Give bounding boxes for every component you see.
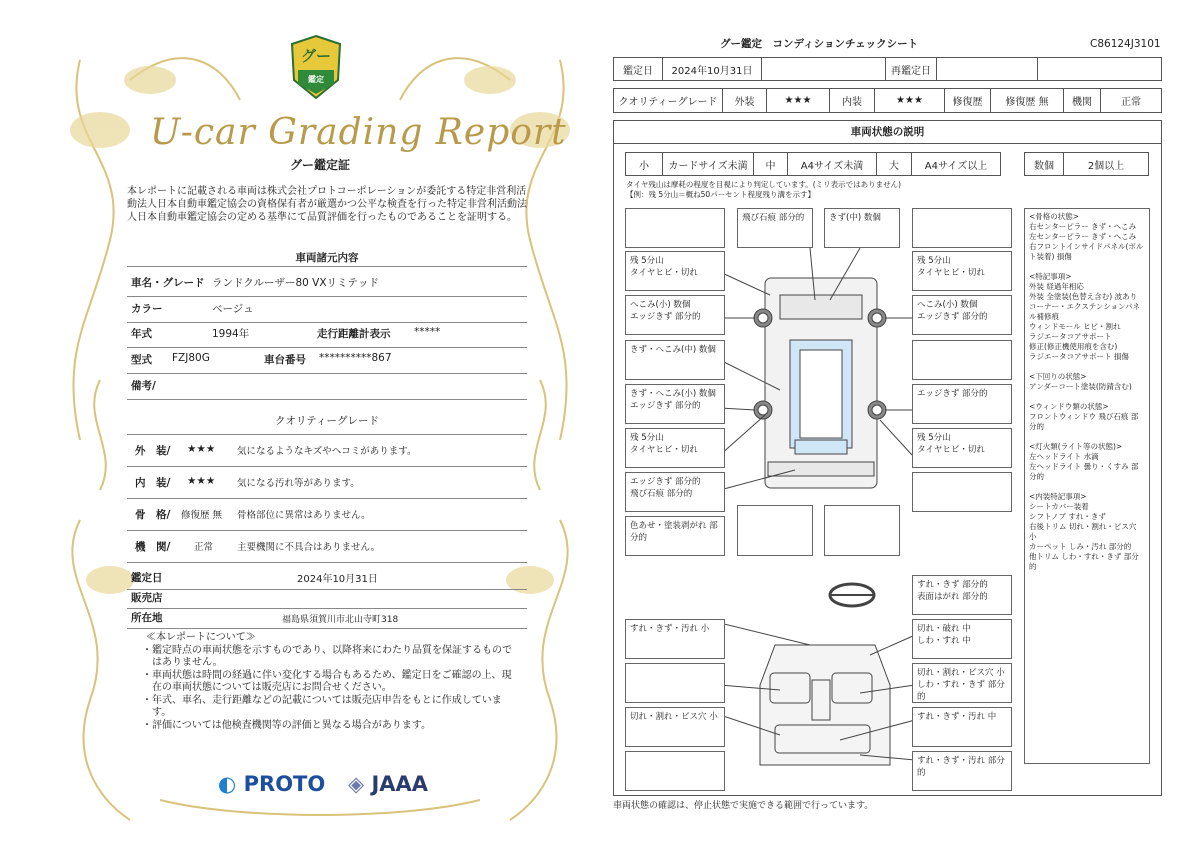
ext-label: 外 装/	[135, 445, 171, 457]
svg-text:グー: グー	[300, 47, 332, 65]
repair-value: 修復歴 無	[990, 88, 1064, 113]
note-item: ・車両状態は時間の経過に伴い変化する場合もあるため、鑑定日をご確認の上、現在の車両状態については販売店にお問合せください。	[142, 669, 512, 693]
interior-box-r1: 切れ・破れ 中 しわ・すれ 中	[912, 619, 1012, 659]
size-large-desc: A4サイズ以上	[911, 152, 1001, 176]
note-item: ・鑑定時点の車両状態を示すものであり、以降将来にわたり品質を保証するものではありません。	[142, 644, 512, 668]
damage-box	[912, 340, 1012, 380]
redate-label: 再鑑定日	[885, 57, 937, 81]
interior-box-wheel: すれ・きず 部分的 表面はがれ 部分的	[912, 575, 1012, 615]
damage-box-l1: 残 5分山 タイヤヒビ・切れ	[625, 251, 725, 291]
notes-title: ≪本レポートについて≫	[146, 632, 256, 643]
interior-box-r3: すれ・きず・汚れ 中	[912, 707, 1012, 747]
row-date	[127, 570, 527, 590]
damage-box-b1: 色あせ・塗装剥がれ 部分的	[625, 516, 725, 556]
repair-label: 修復歴	[944, 88, 991, 113]
damage-box-top2: きず(中) 数個	[824, 208, 900, 248]
row-address	[127, 610, 527, 629]
car-interior-diagram	[720, 575, 920, 795]
year-label: 年式	[131, 328, 152, 340]
damage-box-r2: へこみ(小) 数個 エッジきず 部分的	[912, 295, 1012, 335]
size-mid: 中	[753, 152, 788, 176]
frame-text: 骨格部位に異常はありません。	[237, 510, 371, 521]
ext-label: 外装	[722, 88, 767, 113]
frame-value: 修復歴 無	[181, 510, 223, 521]
damage-box-l6: エッジきず 部分的 飛び石痕 部分的	[625, 472, 725, 512]
row-remarks	[127, 378, 527, 400]
notes	[140, 632, 520, 732]
condition-notes: <骨格の状態> 右センターピラー きず・へこみ 左センターピラー きず・へこみ 右フロントインサイドパネル(ボルト装着) 損傷 <特記事項> 外装 経過年相応 外装 全塗装(色替え含む) 波あり コーナー・エクステンションパネル補修痕 ウィンドモール ヒビ・割れ ラジエータコアサポート 修正(修正機使用痕を含む) ラジエータコアサポート 損傷 <下回りの状態> アンダーコート塗装(防錆含む) <ウィンドウ類の状態> フロントウィンドウ 飛び石痕 部分的 <灯火類(ライト等の状態)> 左ヘッドライト 水滴 左ヘッドライト 曇り・くすみ 部分的 <内装特記事項> シートカバー装着 シフトノブ すれ・きず 右後トリム 切れ・割れ・ビス穴 小 カーペット しみ・汚れ 部分的 他トリム しわ・すれ・きず 部分的	[1024, 208, 1150, 764]
date-label: 鑑定日	[131, 572, 163, 584]
engine-label: 機関	[1063, 88, 1101, 113]
interior-box	[625, 751, 725, 791]
redate-empty	[1037, 57, 1162, 81]
damage-box-top1: 飛び石痕 部分的	[737, 208, 813, 248]
address-label: 所在地	[131, 612, 163, 624]
jaaa-logo: ◈ JAAA	[348, 772, 429, 796]
cert-title: グー鑑定証	[289, 158, 350, 172]
note-item: ・年式、車名、走行距離などの記載については販売店申告をもとに作成しています。	[142, 694, 502, 718]
row-frame	[127, 507, 527, 531]
grading-report-page	[40, 20, 600, 830]
damage-box	[824, 505, 900, 556]
row-interior	[127, 475, 527, 499]
damage-box	[912, 472, 1012, 512]
mileage-label: 走行距離計表示	[317, 328, 391, 340]
row-color	[127, 301, 527, 323]
chassis-label: 車台番号	[264, 354, 306, 366]
date-value: 2024年10月31日	[297, 574, 378, 585]
goo-badge-icon	[288, 34, 344, 100]
year-value: 1994年	[212, 328, 250, 340]
int-stars: ★★★	[874, 88, 945, 113]
interior-box-r4: すれ・きず・汚れ 部分的	[912, 751, 1012, 791]
proto-logo: ◐ PROTO	[218, 772, 326, 796]
interior-box-l1: すれ・きず・汚れ 小	[625, 619, 725, 659]
cert-text: 本レポートに記載される車両は株式会社プロトコーポレーションが委託する特定非営利活動法人日本自動車鑑定協会の資格保有者が厳選かつ公平な検査を行った特定非営利活動法人日本自動車鑑定協会の定める基準にて品質評価を行ったものであることを証明する。	[127, 186, 527, 223]
size-mid-desc: A4サイズ未満	[787, 152, 877, 176]
int-text: 気になる汚れ等があります。	[237, 478, 360, 489]
color-label: カラー	[131, 303, 163, 315]
int-label: 内装	[829, 88, 875, 113]
engine-value: 正常	[194, 542, 214, 553]
engine-value: 正常	[1100, 88, 1162, 113]
damage-box	[737, 505, 813, 556]
quality-title: クオリティーグレード	[275, 415, 379, 427]
damage-box-l2: へこみ(小) 数個 エッジきず 部分的	[625, 295, 725, 335]
engine-text: 主要機関に不具合はありません。	[237, 542, 381, 553]
quality-label: クオリティーグレード	[613, 88, 723, 113]
damage-box-l3: きず・へこみ(中) 数個	[625, 340, 725, 380]
dealer-label: 販売店	[131, 592, 163, 604]
size-small-desc: カードサイズ未満	[662, 152, 754, 176]
remarks-label: 備考/	[131, 380, 156, 392]
date-empty	[761, 57, 886, 81]
ext-stars: ★★★	[766, 88, 830, 113]
size-large: 大	[876, 152, 912, 176]
model-label: 型式	[131, 354, 152, 366]
damage-box-l5: 残 5分山 タイヤヒビ・切れ	[625, 428, 725, 468]
logos	[218, 772, 458, 802]
footer-note: 車両状態の確認は、停止状態で実施できる範囲で行っています。	[613, 801, 874, 811]
name-value: ランドクルーザー80 VXリミテッド	[212, 277, 380, 289]
name-label: 車名・グレード	[131, 277, 205, 289]
row-exterior	[127, 443, 527, 467]
color-value: ベージュ	[212, 303, 254, 315]
address-value: 福島県須賀川市北山寺町318	[282, 615, 399, 625]
date-label: 鑑定日	[613, 57, 663, 81]
interior-box	[625, 663, 725, 703]
chassis-value: **********867	[319, 352, 392, 364]
row-model	[127, 352, 527, 374]
date-value: 2024年10月31日	[662, 57, 762, 81]
damage-box-r4: エッジきず 部分的	[912, 384, 1012, 424]
row-name	[127, 275, 527, 297]
row-dealer	[127, 590, 527, 609]
count-label: 数個	[1024, 152, 1064, 176]
mileage-value: *****	[414, 326, 441, 338]
redate-value	[936, 57, 1038, 81]
count-desc: 2個以上	[1063, 152, 1149, 176]
sheet-title: グー鑑定 コンディションチェックシート	[720, 38, 919, 50]
condition-title: 車両状態の説明	[613, 120, 1162, 144]
damage-box	[912, 208, 1012, 248]
model-value: FZJ80G	[172, 352, 210, 364]
svg-text:鑑定: 鑑定	[308, 75, 324, 84]
int-stars: ★★★	[187, 475, 216, 487]
row-engine	[127, 539, 527, 563]
damage-box-r1: 残 5分山 タイヤヒビ・切れ	[912, 251, 1012, 291]
row-year	[127, 326, 527, 348]
frame-label: 骨 格/	[135, 509, 171, 521]
sheet-code: C86124J3101	[1090, 38, 1161, 50]
tire-note: タイヤ残山は摩耗の程度を目視により判定しています。(ミリ表示ではありません) 【例：残 5分山＝概ね50パーセント程度残り溝を示す】	[626, 180, 902, 199]
ext-stars: ★★★	[187, 443, 216, 455]
divider	[127, 266, 527, 267]
interior-box-r2: 切れ・割れ・ビス穴 小 しわ・すれ・きず 部分的	[912, 663, 1012, 703]
size-small: 小	[625, 152, 663, 176]
damage-box	[625, 208, 725, 248]
damage-box-r5: 残 5分山 タイヤヒビ・切れ	[912, 428, 1012, 468]
damage-box-l4: きず・へこみ(小) 数個 エッジきず 部分的	[625, 384, 725, 424]
spec-title: 車両諸元内容	[295, 252, 359, 264]
interior-box-l3: 切れ・割れ・ビス穴 小	[625, 707, 725, 747]
int-label: 内 装/	[135, 477, 171, 489]
divider	[127, 434, 527, 435]
engine-label: 機 関/	[135, 541, 171, 553]
note-item: ・評価については他検査機関等の評価と異なる場合があります。	[142, 719, 431, 731]
report-title: U-car Grading Report	[150, 112, 567, 153]
ext-text: 気になるようなキズやヘコミがあります。	[237, 446, 417, 457]
